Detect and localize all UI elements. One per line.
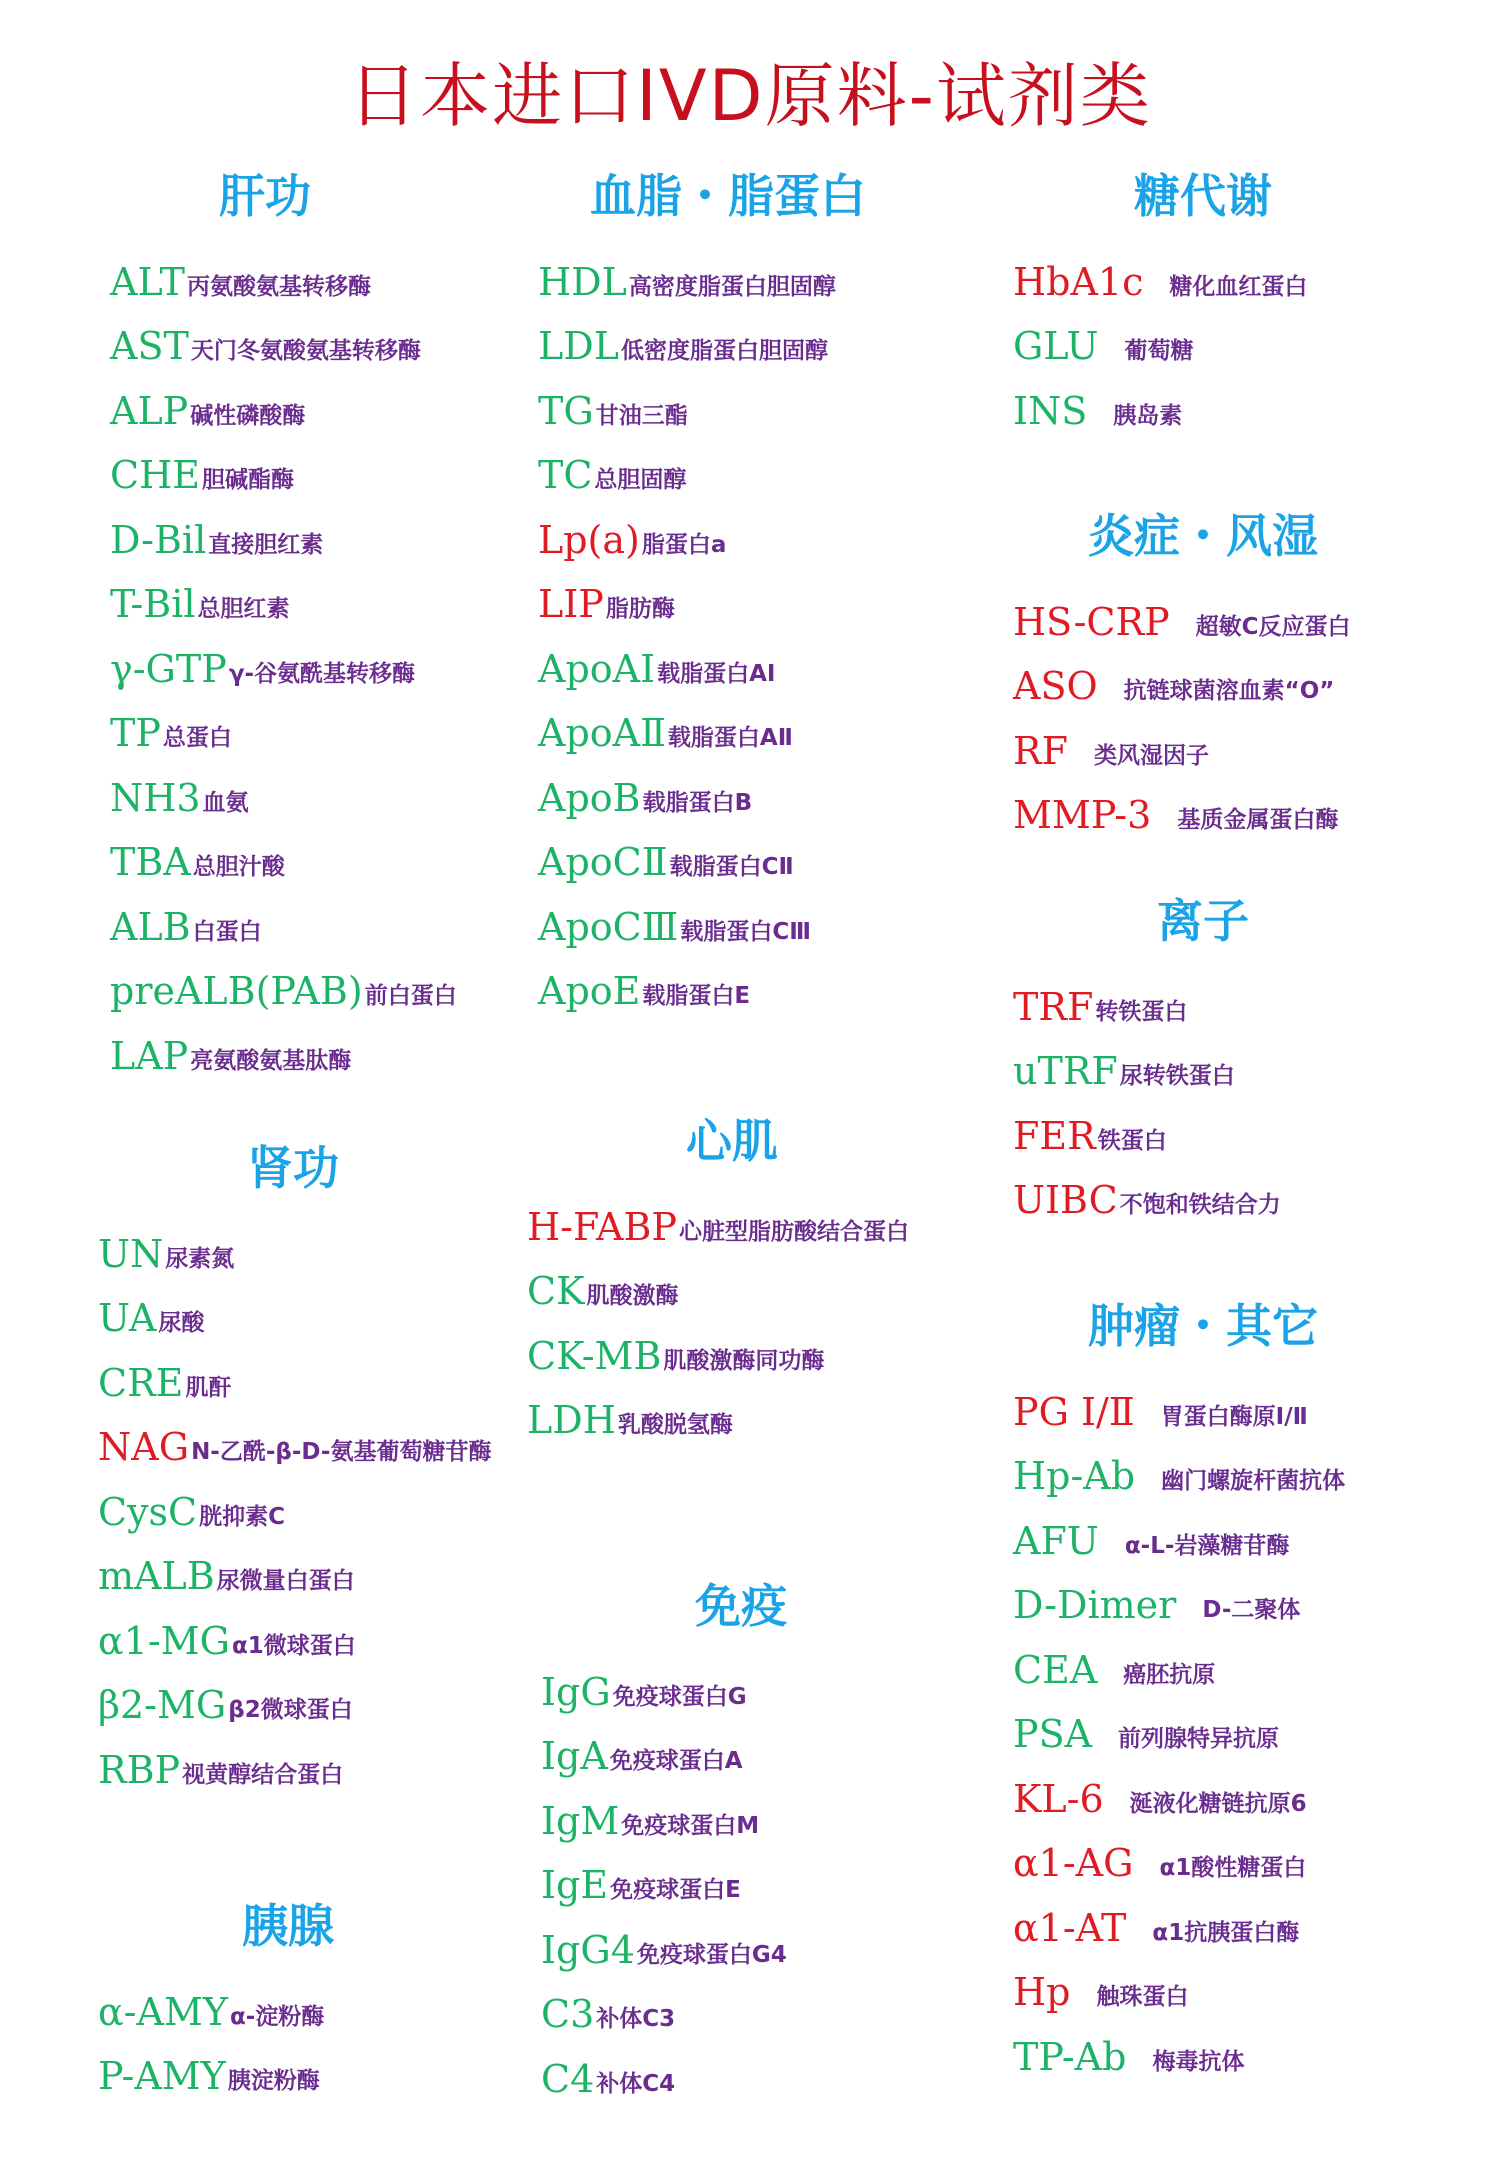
item-code: LIP [538,582,604,626]
item-code: α-AMY [98,1989,228,2034]
item-description: 胃蛋白酶原Ⅰ/Ⅱ [1160,1403,1308,1430]
list-item [98,1341,498,1406]
list-item [1013,1564,1483,1629]
list-item [98,1535,498,1600]
item-code: ApoCⅢ [538,904,679,949]
item-description: 肌酸激酶同功酶 [663,1347,825,1374]
list-item [110,756,480,821]
item-description: 尿素氮 [165,1245,235,1272]
list-item [1013,965,1483,1030]
item-code: IgM [541,1798,620,1843]
list-item [110,240,480,305]
item-description: 脂蛋白a [641,531,727,558]
item-description: 载脂蛋白AⅡ [667,725,793,751]
item-description: 免疫球蛋白M [621,1812,760,1839]
item-description: 视黄醇结合蛋白 [182,1761,344,1788]
list-item [110,692,480,757]
list-item [110,1014,480,1079]
list-item [98,1664,498,1729]
item-description: 免疫球蛋白A [609,1748,743,1774]
list-item [1013,1499,1483,1564]
list-item [98,1728,498,1793]
item-code: LAP [110,1033,189,1078]
list-item [541,1715,961,1780]
list-item [1013,1628,1483,1693]
section-heading: 心肌 [686,1114,778,1168]
section-glucose [1013,160,1463,434]
item-description: 免疫球蛋白G4 [636,1941,787,1968]
list-item [1013,1094,1483,1159]
item-code: KL-6 [1013,1776,1104,1821]
list-item [110,305,480,370]
item-code: NH3 [110,775,201,820]
item-description: 不饱和铁结合力 [1119,1192,1281,1218]
item-code: TBA [110,840,191,884]
list-item [541,1650,961,1715]
item-description: 载脂蛋白E [642,983,751,1009]
item-description: 胱抑素C [199,1503,286,1530]
item-code: CRE [98,1360,184,1405]
item-code: Hp-Ab [1013,1454,1136,1498]
item-code: ApoAⅡ [538,711,666,755]
section-tumor [1013,1290,1483,2080]
item-description: α-L-岩藻糖苷酶 [1124,1532,1290,1559]
list-item [1013,240,1463,305]
list-item [1013,1159,1483,1224]
section-heading: 肾功 [247,1141,339,1195]
item-code: AST [110,324,189,368]
list-item [541,1779,961,1844]
page-title: 日本进口IVD原料-试剂类 [348,55,1152,137]
section-heading: 离子 [1157,894,1249,948]
item-description: 总蛋白 [162,725,232,751]
section-kidney [98,1132,498,1793]
item-description: 载脂蛋白B [642,789,753,816]
item-code: Hp [1013,1970,1071,2014]
section-pancreas [98,1890,498,2099]
item-description: 低密度脂蛋白胆固醇 [620,338,828,364]
item-description: α1抗胰蛋白酶 [1152,1919,1300,1946]
item-code: IgE [541,1863,609,1907]
list-item [110,950,480,1015]
item-description: 类风湿因子 [1093,742,1209,769]
list-item [110,821,480,886]
list-item [110,885,480,950]
list-item [98,1277,498,1342]
item-description: 超敏C反应蛋白 [1195,613,1351,640]
list-item [1013,709,1483,774]
item-description: 载脂蛋白AⅠ [657,660,776,687]
item-description: α1微球蛋白 [231,1632,356,1659]
item-description: 直接胆红素 [208,531,324,558]
list-item [98,1212,498,1277]
list-item [98,2035,498,2100]
item-code: β2-MG [98,1683,227,1727]
list-item [538,627,958,692]
item-description: 总胆汁酸 [192,854,285,880]
list-item [110,627,480,692]
item-description: 尿转铁蛋白 [1119,1063,1235,1089]
item-description: 免疫球蛋白E [610,1877,741,1903]
item-description: 补体C3 [596,2006,676,2032]
list-item [1013,305,1463,370]
item-code: P-AMY [98,2054,226,2098]
item-description: 丙氨酸氨基转移酶 [186,273,371,300]
item-code: UIBC [1013,1178,1118,1222]
item-code: ALP [110,388,189,433]
item-code: preALB(PAB) [110,969,363,1013]
item-description: 载脂蛋白CⅡ [669,854,794,880]
item-description: 总胆红素 [197,596,290,622]
item-code: IgG4 [541,1927,635,1972]
item-description: 补体C4 [596,2070,676,2097]
item-code: ASO [1013,664,1098,708]
item-code: IgA [541,1734,608,1778]
item-code: CK-MB [527,1333,662,1378]
item-description: 高密度脂蛋白胆固醇 [628,273,836,300]
list-item [527,1185,957,1250]
item-description: 抗链球菌溶血素“O” [1123,678,1335,704]
list-item [1013,2015,1483,2080]
section-heading: 肿瘤・其它 [1088,1299,1318,1353]
item-description: N-乙酰-β-D-氨基葡萄糖苷酶 [191,1439,492,1465]
item-description: γ-谷氨酰基转移酶 [228,660,416,687]
list-item [1013,1822,1483,1887]
item-code: T-Bil [110,582,196,626]
item-code: UN [98,1231,164,1276]
item-code: FER [1013,1113,1096,1158]
item-description: 亮氨酸氨基肽酶 [190,1047,352,1074]
item-code: ALT [110,259,185,304]
item-code: HbA1c [1013,259,1144,304]
list-item [110,563,480,628]
item-code: TC [538,453,593,497]
item-code: CK [527,1269,585,1313]
item-description: 碱性磷酸酶 [190,402,306,429]
section-ion [1013,885,1483,1223]
item-description: 尿酸 [158,1310,205,1336]
list-item [98,1970,498,2035]
item-description: 脂肪酶 [605,596,675,622]
item-description: 胰岛素 [1113,402,1183,429]
list-item [98,1470,498,1535]
item-code: LDH [527,1398,616,1442]
item-description: 血氨 [202,789,249,816]
item-code: D-Dimer [1013,1583,1177,1627]
item-code: C3 [541,1992,595,2036]
item-code: α1-MG [98,1618,230,1663]
item-description: β2微球蛋白 [228,1697,353,1723]
item-code: MMP-3 [1013,793,1152,837]
list-item [538,305,958,370]
list-item [1013,1886,1483,1951]
item-description: 天门冬氨酸氨基转移酶 [190,338,421,364]
item-code: CysC [98,1489,198,1534]
item-description: 胰淀粉酶 [227,2068,320,2094]
item-code: NAG [98,1425,190,1469]
item-description: 糖化血红蛋白 [1169,273,1308,300]
item-code: C4 [541,2056,595,2101]
item-code: PSA [1013,1712,1093,1756]
item-code: Lp(a) [538,517,640,562]
section-lipid [538,160,958,1014]
list-item [1013,1030,1483,1095]
item-description: 总胆固醇 [594,467,687,493]
item-description: 涎液化糖链抗原6 [1129,1790,1307,1817]
item-description: 尿微量白蛋白 [216,1568,355,1594]
item-code: uTRF [1013,1049,1118,1093]
item-description: α1酸性糖蛋白 [1159,1855,1307,1881]
item-code: UA [98,1296,157,1340]
item-description: 幽门螺旋杆菌抗体 [1161,1468,1346,1494]
list-item [110,369,480,434]
item-description: 肌酸激酶 [586,1283,679,1309]
list-item [538,369,958,434]
item-code: HDL [538,259,627,304]
section-immune [541,1570,961,2102]
item-code: INS [1013,388,1088,433]
list-item [538,885,958,950]
item-description: 乳酸脱氢酶 [617,1412,733,1438]
item-code: ApoB [538,775,641,820]
item-description: 白蛋白 [192,918,262,945]
item-code: CEA [1013,1647,1098,1692]
item-description: 触珠蛋白 [1096,1984,1189,2010]
list-item [538,821,958,886]
list-item [1013,369,1463,434]
item-description: D-二聚体 [1202,1597,1301,1623]
item-code: ALB [110,904,191,949]
list-item [527,1250,957,1315]
list-item [98,1406,498,1471]
item-description: 肌酐 [185,1374,232,1401]
item-description: 葡萄糖 [1124,338,1194,364]
item-code: γ-GTP [110,646,227,691]
list-item [538,434,958,499]
item-description: 免疫球蛋白G [612,1683,747,1710]
list-item [541,1844,961,1909]
list-item [98,1599,498,1664]
section-heading: 肝功 [219,169,311,223]
item-code: IgG [541,1669,611,1714]
section-heading: 炎症・风湿 [1088,509,1318,563]
section-heading: 糖代谢 [1134,169,1272,223]
list-item [1013,645,1483,710]
item-description: 前列腺特异抗原 [1118,1726,1280,1752]
list-item [538,498,958,563]
item-code: CHE [110,453,200,497]
section-cardiac [527,1105,957,1443]
item-code: TG [538,388,594,433]
list-item [541,1908,961,1973]
item-description: 载脂蛋白CⅢ [680,918,811,945]
list-item [538,240,958,305]
item-code: RF [1013,728,1068,773]
list-item [1013,1951,1483,2016]
list-item [110,434,480,499]
item-code: H-FABP [527,1204,677,1249]
item-description: 心脏型脂肪酸结合蛋白 [678,1218,909,1245]
item-code: GLU [1013,324,1099,368]
list-item [1013,1757,1483,1822]
item-code: TP-Ab [1013,2034,1127,2079]
item-code: RBP [98,1747,181,1792]
item-code: TP [110,711,161,755]
item-code: HS-CRP [1013,599,1170,644]
item-description: 癌胚抗原 [1123,1661,1216,1688]
item-description: 胆碱酯酶 [201,467,294,493]
list-item [538,692,958,757]
list-item [541,1973,961,2038]
item-code: PG Ⅰ/Ⅱ [1013,1389,1135,1434]
item-code: ApoAⅠ [538,646,656,691]
list-item [1013,1435,1483,1500]
list-item [1013,774,1483,839]
section-heading: 血脂・脂蛋白 [590,169,866,223]
section-heading: 胰腺 [242,1899,334,1953]
section-heading: 免疫 [695,1579,787,1633]
item-code: ApoCⅡ [538,840,668,884]
item-description: 转铁蛋白 [1095,998,1188,1025]
item-code: α1-AT [1013,1905,1127,1950]
section-liver [110,160,480,1079]
item-code: mALB [98,1554,215,1598]
list-item [538,756,958,821]
item-description: 甘油三酯 [595,402,688,429]
item-code: α1-AG [1013,1841,1134,1885]
list-item [527,1314,957,1379]
list-item [1013,580,1483,645]
list-item [541,2037,961,2102]
item-description: 铁蛋白 [1097,1127,1167,1154]
section-inflammation [1013,500,1483,838]
item-code: D-Bil [110,517,207,562]
item-code: TRF [1013,984,1094,1029]
item-code: LDL [538,324,619,368]
list-item [1013,1693,1483,1758]
list-item [538,563,958,628]
item-description: 基质金属蛋白酶 [1177,807,1339,833]
list-item [527,1379,957,1444]
list-item [110,498,480,563]
item-description: α-淀粉酶 [229,2003,325,2030]
item-code: AFU [1013,1518,1099,1563]
list-item [1013,1370,1483,1435]
item-description: 梅毒抗体 [1152,2048,1245,2075]
item-code: ApoE [538,969,641,1013]
list-item [538,950,958,1015]
item-description: 前白蛋白 [364,983,457,1009]
